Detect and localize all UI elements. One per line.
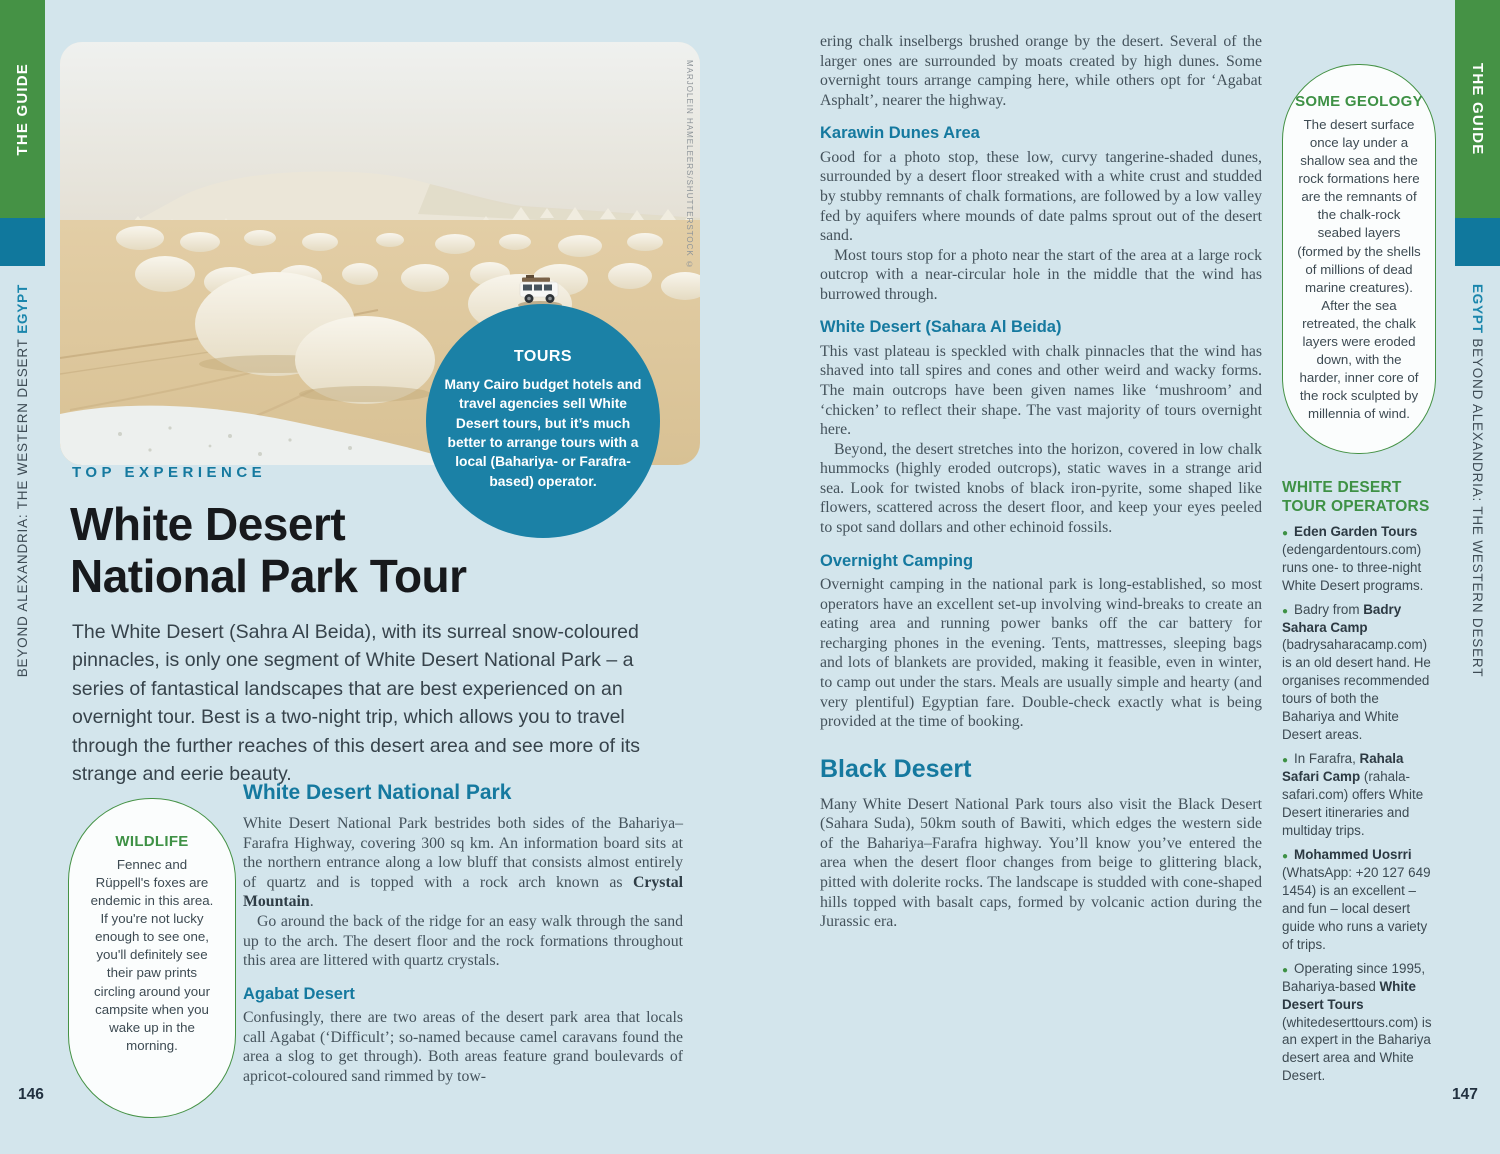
operator-item: ● In Farafra, Rahala Safari Camp (rahala-safari.com) offers White Desert itineraries and multiday trips. — [1282, 751, 1424, 838]
kicker: TOP EXPERIENCE — [72, 464, 267, 481]
subsection-heading-white-desert: White Desert (Sahara Al Beida) — [820, 318, 1062, 337]
paragraph: Beyond, the desert stretches into the horizon, covered in low chalk hummocks (highly eroded outcrops), static waves in a strange arid sea. Look for twisted knobs of black iron-pyrite, some shaped like flowers, scattered across the desert floor, and keep your eyes peeled to spot sand dollars and other echinoid fossils. — [820, 440, 1262, 537]
tours-callout-title: TOURS — [513, 348, 573, 365]
page-number-right: 147 — [1452, 1086, 1478, 1103]
left-caption-accent: EGYPT — [15, 284, 30, 334]
paragraph: Many White Desert National Park tours also visit the Black Desert (Sahara Suda), 50km south of Bawiti, which edges the western side of the Bahariya–Farafra highway. You’ll know you’ve entered the area when the desert floor changes from beige to glittering black, pitted with dolerite rocks. The landscape is studded with cone-shaped hills topped with basalt caps, formed by volcanic action during the Jurassic era. — [820, 795, 1262, 931]
paragraph: Most tours stop for a photo near the start of the area at a large rock outcrop with a near-circular hole in the middle that the wind has burrowed through. — [820, 246, 1262, 303]
left-column — [243, 780, 683, 1086]
operator-item: ● Badry from Badry Sahara Camp (badrysaharacamp.com) is an old desert hand. He organises recommended tours of both the Bahariya and White Desert areas. — [1282, 601, 1431, 743]
operator-item: ● Mohammed Uosrri (WhatsApp: +20 127 649 1454) is an excellent – and fun – local desert guide who runs a variety of trips. — [1282, 846, 1431, 952]
photo-credit: MARJOLEIN HAMELEERS/SHUTTERSTOCK © — [685, 60, 694, 270]
right-guide-tab-label: THE GUIDE — [1469, 62, 1486, 156]
geology-callout-body: The desert surface once lay under a shallow sea and the rock formations here are the remnants of the chalk-rock seabed layers (formed by the shells of millions of dead marine creatures). After the sea retreated, the chalk layers were eroded down, with the harder, inner core of the rock sculpted by millennia of wind. — [1297, 117, 1421, 422]
paragraph: Confusingly, there are two areas of the desert park area that locals call Agabat (‘Difficult’; so-named because camel caravans found the area a slog to get through). Both areas feature grand boulevards of apricot-coloured sand rimmed by tow- — [243, 1009, 683, 1085]
bullet-icon: ● — [1282, 605, 1289, 617]
middle-column — [820, 32, 1262, 932]
left-teal-block — [0, 218, 45, 266]
paragraph: This vast plateau is speckled with chalk pinnacles that the wind has shaved into tall spires and cones and other weird and wacky forms. The main outcrops have been given names like ‘mushroom’ and ‘chicken’ to reflect their shape. The vast majority of tours overnight here. — [820, 342, 1262, 439]
section-heading-white-desert-np: White Desert National Park — [243, 781, 512, 804]
bullet-icon: ● — [1282, 964, 1289, 976]
operator-item: ● Eden Garden Tours (edengardentours.com) runs one- to three-night White Desert programs. — [1282, 523, 1424, 593]
intro-paragraph: The White Desert (Sahra Al Beida), with its surreal snow-coloured pinnacles, is only one segment of White Desert National Park – a series of fantastical landscapes that are best experienced on an overnight tour. Best is a two-night trip, which allows you to travel through the further reaches of this desert area and see more of its strange and eerie beauty. — [72, 621, 640, 786]
page-title — [70, 498, 467, 603]
paragraph: ering chalk inselbergs brushed orange by the desert. Several of the larger ones are surrounded by moats created by high dunes. Some overnight tours arrange camping here, while others opt for ‘Agabat Asphalt’, nearer the highway. — [820, 33, 1262, 109]
page-number-left: 146 — [18, 1086, 44, 1103]
operator-item: ● Operating since 1995, Bahariya-based White Desert Tours (whitedeserttours.com) is an expert in the Bahariya desert area and White Desert. — [1282, 960, 1432, 1084]
right-teal-block — [1455, 218, 1500, 266]
left-caption-text: BEYOND ALEXANDRIA: THE WESTERN DESERT — [15, 338, 30, 678]
subsection-heading-agabat: Agabat Desert — [243, 984, 355, 1003]
tour-operators-heading: WHITE DESERT TOUR OPERATORS — [1282, 479, 1430, 516]
left-guide-tab — [0, 0, 45, 218]
tour-operators-list — [1282, 478, 1432, 1085]
right-caption-text: BEYOND ALEXANDRIA: THE WESTERN DESERT — [1470, 338, 1485, 678]
left-guide-tab-label: THE GUIDE — [14, 62, 31, 156]
tours-callout-body: Many Cairo budget hotels and travel agencies sell White Desert tours, but it’s much better to arrange tours with a local (Bahariya- or Farafra-based) operator. — [444, 377, 642, 489]
bullet-icon: ● — [1282, 755, 1289, 767]
paragraph: Overnight camping in the national park is long-established, so most operators have an excellent set-up involving wind-breaks to create an eating area and running power banks off the car battery for recharging phones in the evening. Tents, mattresses, sleeping bags and lots of blankets are provided, making it feasible, even in winter, to camp out under the stars. Meals are usually simple and hearty (and very plentiful) Egyptian fare. Double-check exactly what is being provided at the time of booking. — [820, 576, 1262, 731]
right-guide-tab — [1455, 0, 1500, 218]
wildlife-callout — [68, 798, 236, 1118]
wildlife-callout-title: WILDLIFE — [115, 833, 189, 850]
section-heading-black-desert: Black Desert — [820, 754, 972, 783]
subsection-heading-camping: Overnight Camping — [820, 551, 974, 570]
page-title-line1: White Desert — [70, 498, 346, 550]
right-caption-accent: EGYPT — [1470, 284, 1485, 334]
paragraph: Good for a photo stop, these low, curvy tangerine-shaded dunes, surrounded by a desert floor streaked with a white crust and studded by stubby remnants of chalk formations, are followed by a low valley fed by aquifers where mounds of date palms sprout out of the desert sand. — [820, 148, 1262, 245]
crystal-mountain-bold: Crystal Mountain — [243, 873, 683, 911]
subsection-heading-karawin: Karawin Dunes Area — [820, 124, 980, 143]
left-chapter-caption — [0, 284, 45, 677]
right-chapter-caption — [1455, 284, 1500, 677]
geology-callout — [1282, 64, 1436, 454]
paragraph: White Desert National Park bestrides both sides of the Bahariya–Farafra Highway, covering 300 sq km. An information board sits at the northern entrance along a low bluff that consists almost entirely of quartz and is topped with a rock arch known as Crystal Mountain. — [243, 815, 683, 911]
geology-callout-title: SOME GEOLOGY — [1295, 93, 1423, 110]
page-title-line2: National Park Tour — [70, 550, 467, 603]
paragraph: Go around the back of the ridge for an easy walk through the sand up to the arch. The desert floor and the rock formations throughout this area are littered with quartz crystals. — [243, 912, 683, 970]
wildlife-callout-body: Fennec and Rüppell's foxes are endemic in this area. If you're not lucky enough to see one, you'll definitely see their paw prints circling around your campsite when you wake up in the morning. — [90, 857, 214, 1053]
bullet-icon: ● — [1282, 527, 1289, 539]
bullet-icon: ● — [1282, 850, 1289, 862]
